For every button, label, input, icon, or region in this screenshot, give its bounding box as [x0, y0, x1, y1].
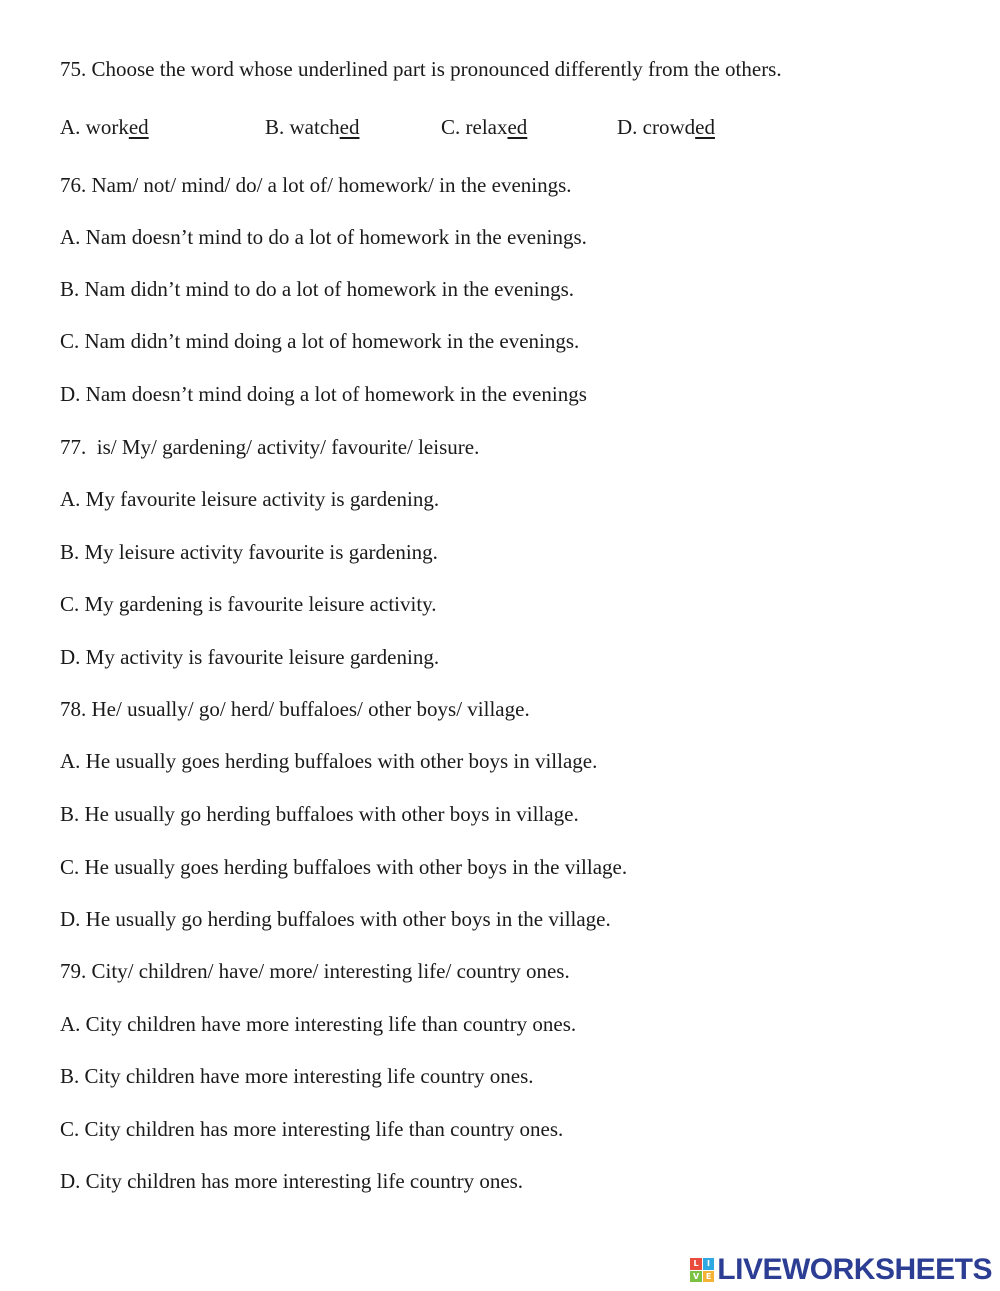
q78-option-a[interactable]: A. He usually goes herding buffaloes with other boys in village.	[60, 749, 598, 773]
q76-option-a[interactable]: A. Nam doesn’t mind to do a lot of homework in the evenings.	[60, 225, 587, 249]
q75-option-b-stem: B. watch	[265, 115, 340, 139]
q75-option-d-underlined: ed	[695, 115, 715, 139]
q75-option-a-underlined: ed	[128, 115, 149, 139]
question-75-prompt: 75. Choose the word whose underlined part is pronounced differently from the others.	[60, 57, 782, 81]
question-76-prompt: 76. Nam/ not/ mind/ do/ a lot of/ homework/ in the evenings.	[60, 173, 572, 197]
q75-option-c-stem: C. relax	[441, 115, 508, 139]
logo-tile-e: E	[703, 1271, 715, 1283]
q77-option-c[interactable]: C. My gardening is favourite leisure activity.	[60, 592, 437, 616]
q79-option-a[interactable]: A. City children have more interesting life than country ones.	[60, 1012, 577, 1036]
q79-option-d[interactable]: D. City children has more interesting life country ones.	[60, 1169, 524, 1193]
q75-option-c[interactable]	[441, 114, 527, 140]
q79-option-c[interactable]: C. City children has more interesting life than country ones.	[60, 1117, 564, 1141]
q78-option-c[interactable]: C. He usually goes herding buffaloes with other boys in the village.	[60, 855, 628, 879]
q76-option-b[interactable]: B. Nam didn’t mind to do a lot of homework in the evenings.	[60, 277, 575, 301]
logo-tile-v: V	[690, 1271, 702, 1283]
q75-option-a-stem: A. work	[60, 115, 129, 139]
q76-option-c[interactable]: C. Nam didn’t mind doing a lot of homework in the evenings.	[60, 329, 580, 353]
logo-tile-i: I	[703, 1258, 715, 1270]
q75-option-b-underlined: ed	[339, 115, 360, 139]
q75-option-c-underlined: ed	[507, 115, 528, 139]
q77-option-b[interactable]: B. My leisure activity favourite is gardening.	[60, 540, 438, 564]
question-79-prompt: 79. City/ children/ have/ more/ interesting life/ country ones.	[60, 959, 570, 983]
liveworksheets-logo	[690, 1252, 992, 1288]
q75-option-b[interactable]	[265, 114, 359, 140]
logo-tile-l: L	[690, 1258, 702, 1270]
q76-option-d[interactable]: D. Nam doesn’t mind doing a lot of homework in the evenings	[60, 382, 587, 406]
question-78-prompt: 78. He/ usually/ go/ herd/ buffaloes/ other boys/ village.	[60, 697, 530, 721]
q75-option-a[interactable]	[60, 114, 149, 140]
q75-option-d-stem: D. crowd	[617, 115, 696, 139]
q75-option-d[interactable]	[617, 114, 715, 140]
liveworksheets-icon	[690, 1258, 714, 1282]
q78-option-b[interactable]: B. He usually go herding buffaloes with other boys in village.	[60, 802, 579, 826]
q79-option-b[interactable]: B. City children have more interesting life country ones.	[60, 1064, 534, 1088]
question-77-prompt: 77. is/ My/ gardening/ activity/ favourite/ leisure.	[60, 435, 480, 459]
q78-option-d[interactable]: D. He usually go herding buffaloes with other boys in the village.	[60, 907, 611, 931]
q77-option-a[interactable]: A. My favourite leisure activity is gardening.	[60, 487, 440, 511]
q77-option-d[interactable]: D. My activity is favourite leisure gardening.	[60, 645, 440, 669]
brand-wordmark: LIVEWORKSHEETS	[717, 1253, 992, 1286]
